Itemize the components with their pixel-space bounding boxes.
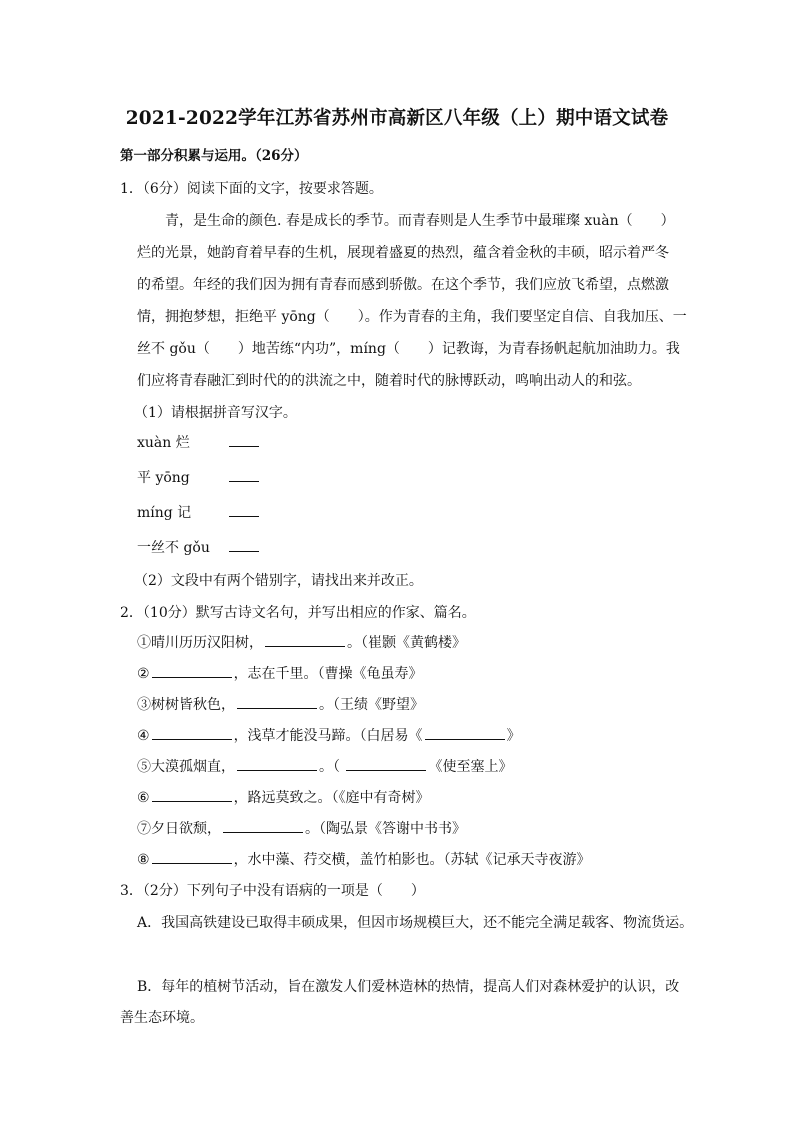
item-text: ⑧: [137, 852, 150, 868]
pinyin-label: 一丝不 gǒu: [137, 540, 210, 556]
passage-line: 烂的光景，她韵育着早春的生机，展现着盛夏的热烈，蕴含着金秋的丰硕，昭示着严冬: [137, 245, 669, 261]
pinyin-label: míng 记: [137, 505, 192, 521]
recitation-item: [137, 694, 424, 714]
passage-line: 丝不 gǒu（ ）地苦练“内功”，míng（ ）记教诲，为青春扬帆起航加油助力。我: [137, 341, 680, 357]
question-3-stem: 3．（2分）下列句子中没有语病的一项是（ ）: [120, 883, 425, 899]
answer-blank[interactable]: [229, 480, 259, 482]
item-source: （王绩《野望》: [333, 697, 424, 713]
recitation-item: [137, 632, 466, 652]
item-text: 。: [347, 635, 361, 651]
item-text: 》: [506, 728, 521, 744]
question-1-stem: 1．（6分）阅读下面的文字，按要求答题。: [120, 181, 383, 197]
answer-blank[interactable]: [152, 738, 232, 740]
item-source: （陶弘景《答谢中书书》: [319, 821, 466, 837]
title-blank[interactable]: [425, 738, 505, 740]
item-text: 。: [319, 697, 333, 713]
item-text: ④: [137, 728, 150, 744]
option-a[interactable]: A．我国高铁建设已取得丰硕成果，但因市场规模巨大，还不能完全满足载客、物流货运。: [137, 915, 694, 931]
answer-blank[interactable]: [265, 645, 345, 647]
item-text: ，浅草才能没马蹄。: [233, 728, 360, 744]
item-text: ，水中藻、荇交横，盖竹柏影也。: [233, 852, 444, 868]
pinyin-item: [137, 537, 261, 557]
answer-blank[interactable]: [229, 550, 259, 552]
question-2-stem: 2．（10分）默写古诗文名句，并写出相应的作家、篇名。: [120, 605, 476, 621]
pinyin-item: [137, 502, 261, 522]
item-text: ，志在千里。: [233, 666, 318, 682]
item-source: （《庭中有奇树》: [331, 790, 430, 806]
recitation-item: [137, 849, 591, 869]
item-text: 。: [305, 821, 319, 837]
author-blank[interactable]: [346, 769, 426, 771]
item-source: （苏轼《记承天寺夜游》: [443, 852, 591, 868]
item-source: （白居易《: [359, 728, 423, 744]
pinyin-item: [137, 432, 261, 452]
recitation-item: [137, 818, 466, 838]
passage-line: 情，拥抱梦想，拒绝平 yōng（ ）。作为青春的主角，我们要坚定自信、自我加压、一: [137, 309, 687, 325]
item-text: ①晴川历历汉阳树，: [137, 635, 263, 651]
passage-line: 青，是生命的颜色. 春是成长的季节。而青春则是人生季节中最璀璨 xuàn（ ）: [137, 213, 675, 229]
answer-blank[interactable]: [152, 862, 232, 864]
answer-blank[interactable]: [237, 707, 317, 709]
passage-line: 们应将青春融汇到时代的的洪流之中，随着时代的脉博跃动，鸣响出动人的和弦。: [137, 373, 641, 389]
recitation-item: [137, 787, 430, 807]
option-b[interactable]: B．每年的植树节活动，旨在激发人们爱林造林的热情，提高人们对森林爱护的认识，改: [137, 979, 680, 995]
pinyin-item: [137, 467, 261, 487]
answer-blank[interactable]: [237, 769, 317, 771]
option-b-continued: 善生态环境。: [120, 1010, 204, 1026]
item-text: ③树树皆秋色，: [137, 697, 235, 713]
sub-question-2: （2）文段中有两个错别字，请找出来并改正。: [134, 573, 423, 589]
item-text: ，路远莫致之。: [233, 790, 332, 806]
item-text: ②: [137, 666, 150, 682]
exam-title: 2021-2022学年江苏省苏州市高新区八年级（上）期中语文试卷: [125, 108, 669, 129]
item-source: （崔颢《黄鹤楼》: [361, 635, 466, 651]
sub-question-1: （1）请根据拼音写汉字。: [134, 405, 297, 421]
item-text: 。（: [319, 759, 345, 775]
item-text: ⑦夕日欲颓，: [137, 821, 221, 837]
answer-blank[interactable]: [152, 676, 232, 678]
item-text: ⑥: [137, 790, 150, 806]
section-heading: 第一部分积累与运用。（26分）: [120, 148, 308, 164]
item-source: 《使至塞上》: [428, 759, 513, 775]
passage-line: 的希望。年经的我们因为拥有青春而感到骄傲。在这个季节，我们应放飞希望，点燃激: [137, 277, 669, 293]
recitation-item: [137, 663, 423, 683]
answer-blank[interactable]: [229, 445, 259, 447]
item-source: （曹操《龟虽寿》: [317, 666, 423, 682]
answer-blank[interactable]: [152, 800, 232, 802]
pinyin-label: xuàn 烂: [137, 435, 190, 451]
item-text: ⑤大漠孤烟直，: [137, 759, 235, 775]
recitation-item: [137, 756, 512, 776]
recitation-item: [137, 725, 521, 745]
answer-blank[interactable]: [229, 515, 259, 517]
answer-blank[interactable]: [223, 831, 303, 833]
pinyin-label: 平 yōng: [137, 470, 190, 486]
